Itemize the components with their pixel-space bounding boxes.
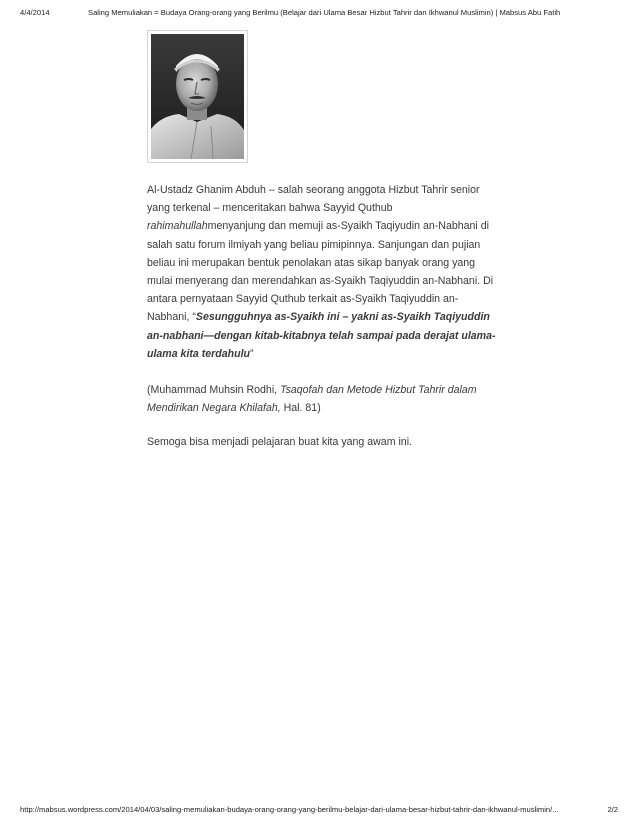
article-paragraph-citation: (Muhammad Muhsin Rodhi, Tsaqofah dan Metode Hizbut Tahrir dalam Mendirikan Negara Khilafah, Hal. 81) <box>147 384 477 415</box>
print-date: 4/4/2014 <box>20 8 50 17</box>
article-photo <box>147 30 248 163</box>
article-paragraph-closing: Semoga bisa menjadi pelajaran buat kita yang awam ini. <box>147 436 412 449</box>
page-header <box>20 8 618 20</box>
page-number: 2/2 <box>607 805 618 814</box>
article-paragraph-story: Al-Ustadz Ghanim Abduh – salah seorang anggota Hizbut Tahrir senior yang terkenal – menceritakan bahwa Sayyid Quthub rahimahullahmenyanjung dan memuji as-Syaikh Taqiyudin an-Nabhani di salah satu forum ilmiyah yang beliau pimipinnya. Sanjungan dan pujian beliau ini merupakan bentuk penolakan atas sikap banyak orang yang mulai menyerang dan merendahkan as-Syaikh Taqiyuddin an-Nabhani. Di antara pernyataan Sayyid Quthub terkait as-Syaikh Taqiyuddin an-Nabhani, “Sesungguhnya as-Syaikh ini – yakni as-Syaikh Taqiyuddin an-nabhani—dengan kitab-kitabnya telah sampai pada derajat ulama-ulama kita terdahulu” <box>147 184 496 360</box>
page-footer <box>20 805 618 817</box>
article-body <box>147 181 497 452</box>
portrait-photo <box>151 34 244 159</box>
page-url-link[interactable]: http://mabsus.wordpress.com/2014/04/03/saling-memuliakan-budaya-orang-orang-yang-berilmu-belajar-dari-ulama-besar-hizbut-tahrir-dan-ikhwanul-muslimin/... <box>20 805 559 814</box>
page-title: Saling Memuliakan = Budaya Orang-orang yang Berilmu (Belajar dari Ulama Besar Hizbut Tahrir dan Ikhwanul Muslimin) | Mabsus Abu Fatih <box>88 8 561 17</box>
